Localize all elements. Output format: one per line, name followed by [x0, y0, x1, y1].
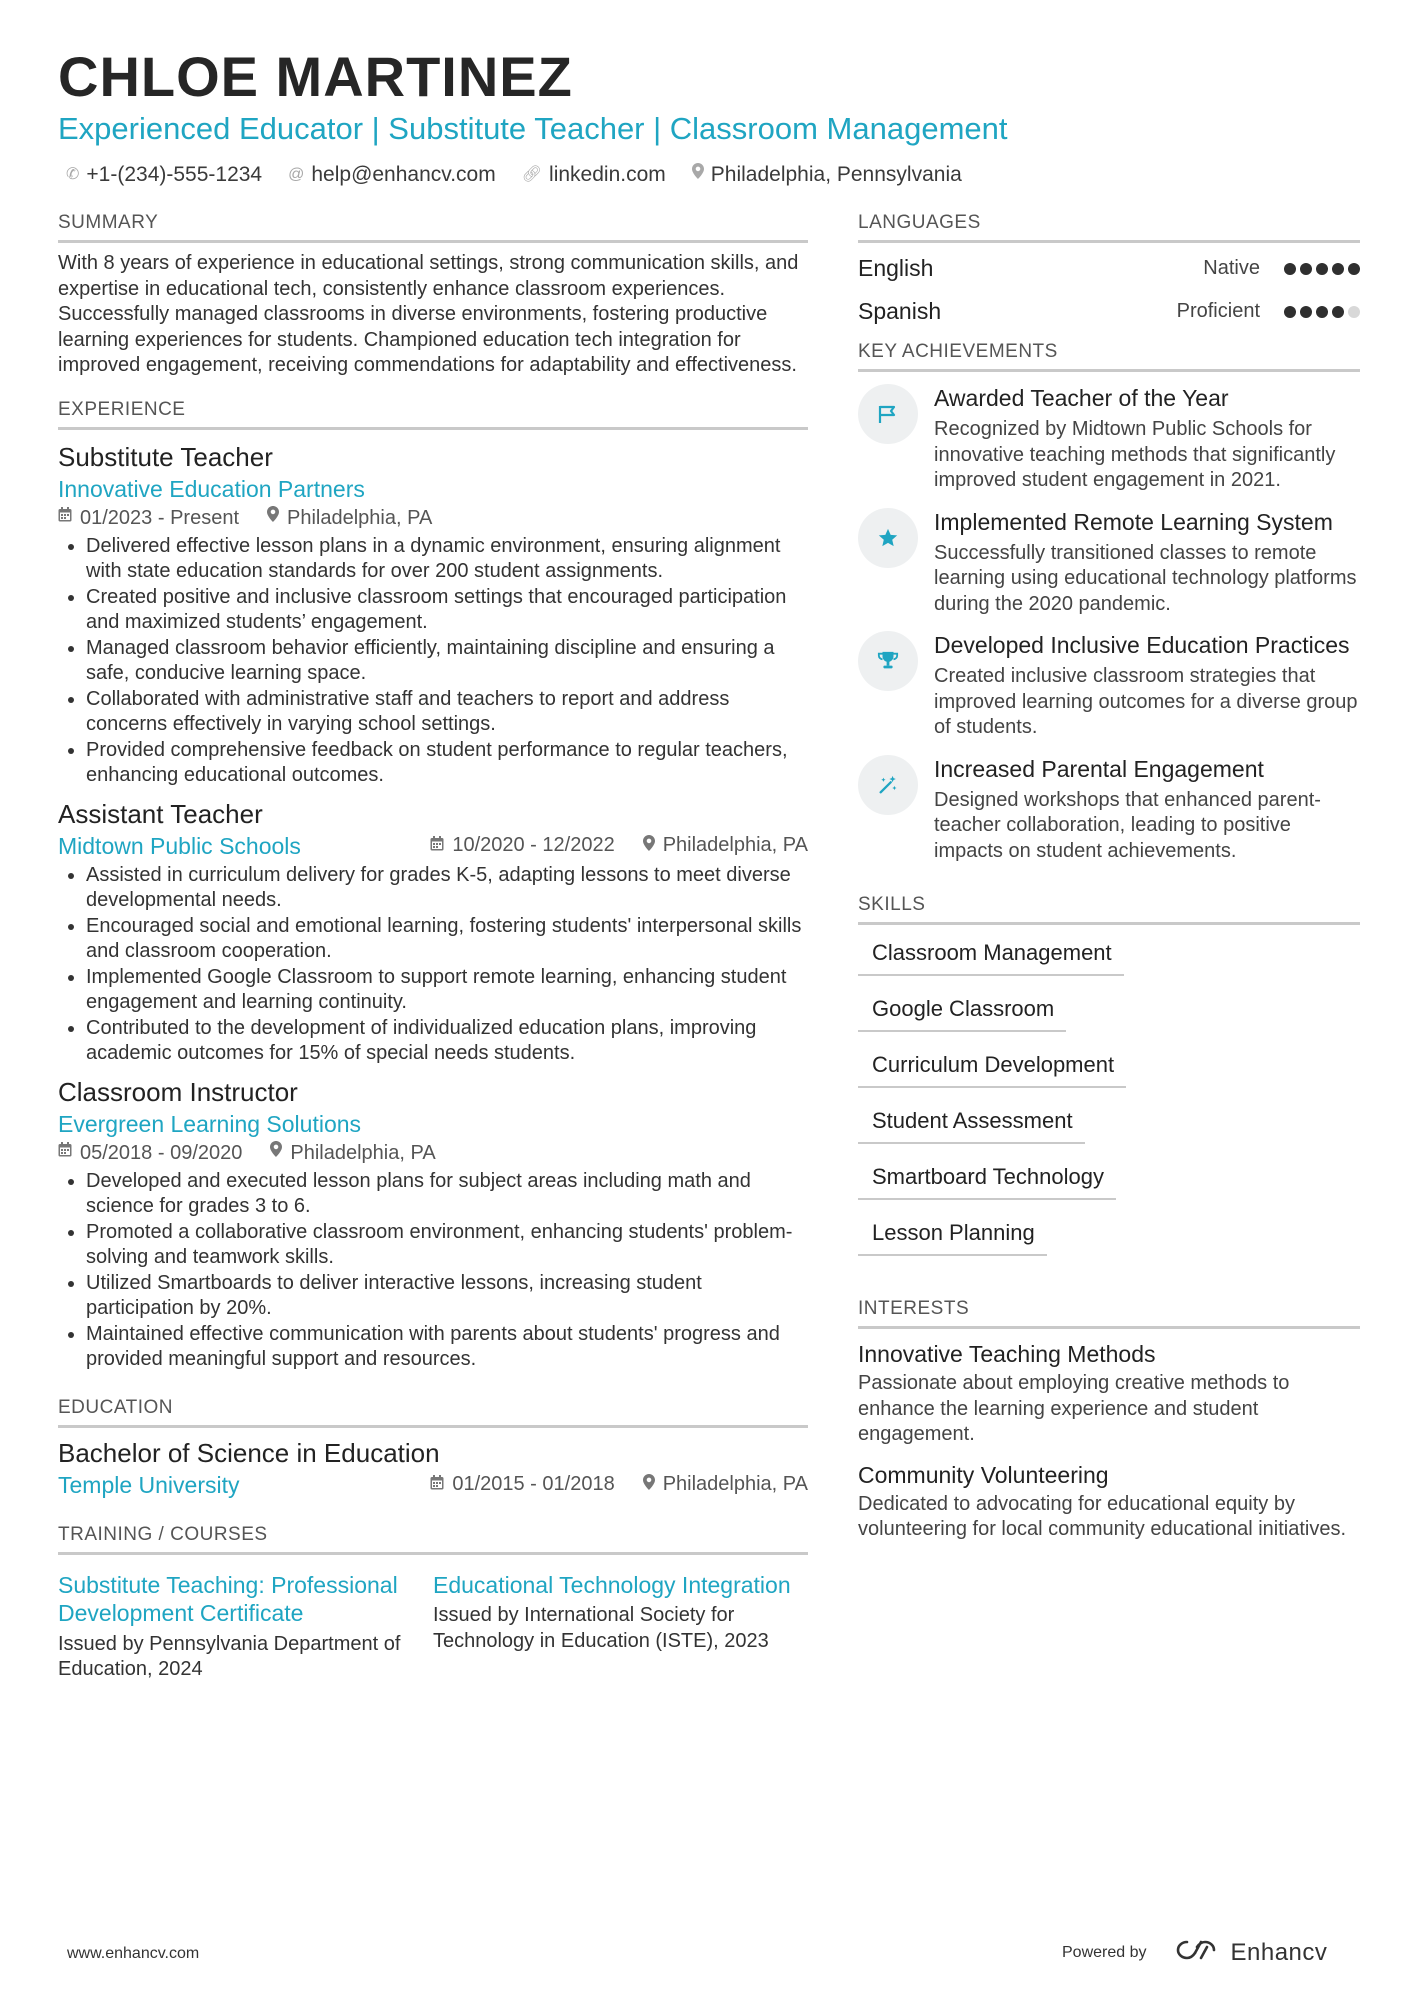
- language-item: [858, 290, 1360, 333]
- achievement-desc: Created inclusive classroom strategies that improved learning outcomes for a diverse group of students.: [934, 665, 1358, 738]
- contact-phone[interactable]: [66, 160, 262, 190]
- job-dates: [58, 504, 239, 532]
- contact-bar: [66, 160, 988, 190]
- language-name: English: [858, 255, 934, 281]
- job-meta: [58, 1139, 808, 1167]
- language-rating: [1280, 263, 1360, 275]
- experience-entry: [58, 1075, 808, 1373]
- brand-name: Enhancv: [1230, 1938, 1328, 1966]
- experience-entry: [58, 797, 808, 1067]
- skills-list: [858, 939, 1360, 1256]
- calendar-icon: [58, 1139, 72, 1167]
- job-bullets: [58, 863, 808, 1067]
- magic-wand-icon: [858, 755, 918, 815]
- skill-tag: Classroom Management: [858, 939, 1124, 976]
- skills-heading: SKILLS: [858, 892, 1360, 925]
- bullet-item: • Encouraged social and emotional learning, fostering students' interpersonal skills and classroom cooperation.: [86, 914, 808, 965]
- summary-text: With 8 years of experience in educational settings, strong communication skills, and expertise in educational tech, consistently enhance classroom experiences. Successfully managed classrooms in diverse environments, fostering productive learning experiences for students. Championed education tech integration for improved engagement, receiving commendations for adaptability and effectiveness.: [58, 252, 799, 376]
- rating-dot-filled: [1300, 263, 1312, 275]
- achievement-title: Increased Parental Engagement: [934, 755, 1264, 782]
- skill-tag: Lesson Planning: [858, 1219, 1047, 1256]
- education-heading: EDUCATION: [58, 1395, 808, 1428]
- job-location-text: Philadelphia, PA: [290, 1141, 436, 1164]
- achievements-heading: KEY ACHIEVEMENTS: [858, 339, 1360, 372]
- job-title: Substitute Teacher: [58, 441, 273, 472]
- job-bullets: [58, 534, 808, 789]
- job-meta: [58, 504, 808, 532]
- language-level: Proficient: [1176, 300, 1260, 322]
- skill-tag: Student Assessment: [858, 1107, 1085, 1144]
- languages-heading: LANGUAGES: [858, 210, 1360, 243]
- contact-linkedin[interactable]: [522, 160, 666, 190]
- bullet-item: • Developed and executed lesson plans for subject areas including math and science for grades 3 to 6.: [86, 1169, 808, 1220]
- rating-dot-filled: [1332, 263, 1344, 275]
- rating-dot-filled: [1316, 263, 1328, 275]
- interest-item: [858, 1339, 1360, 1448]
- phone-icon: ✆: [66, 166, 80, 183]
- job-dates: [430, 834, 614, 857]
- job-company: Evergreen Learning Solutions: [58, 1110, 362, 1137]
- left-column: [58, 210, 808, 1683]
- bullet-item: • Delivered effective lesson plans in a dynamic environment, ensuring alignment with state education standards for over 200 student assignments.: [86, 534, 808, 585]
- education-location-text: Philadelphia, PA: [662, 1473, 808, 1495]
- achievement-title: Implemented Remote Learning System: [934, 508, 1333, 535]
- job-dates: [58, 1139, 242, 1167]
- education-location: [643, 1473, 808, 1496]
- achievement-desc: Recognized by Midtown Public Schools for innovative teaching methods that significantly improved student engagement in 2021.: [934, 418, 1336, 491]
- location-pin-icon: [267, 504, 279, 532]
- skill-tag: Google Classroom: [858, 995, 1066, 1032]
- course-desc: Issued by Pennsylvania Department of Education, 2024: [58, 1632, 401, 1680]
- bullet-item: • Assisted in curriculum delivery for grades K-5, adapting lessons to meet diverse developmental needs.: [86, 863, 808, 914]
- school-name: Temple University: [58, 1471, 240, 1498]
- experience-heading: EXPERIENCE: [58, 397, 808, 430]
- job-title: Classroom Instructor: [58, 1076, 298, 1107]
- skill-tag: Smartboard Technology: [858, 1163, 1116, 1200]
- interest-title: Community Volunteering: [858, 1461, 1109, 1488]
- achievement-item: [858, 384, 1360, 494]
- right-column: [858, 210, 1360, 1543]
- interest-item: [858, 1460, 1360, 1543]
- contact-location: [692, 160, 962, 190]
- achievement-desc: Designed workshops that enhanced parent-teacher collaboration, leading to positive impacts on student achievements.: [934, 788, 1321, 862]
- course-desc: Issued by International Society for Technology in Education (ISTE), 2023: [433, 1604, 769, 1652]
- rating-dot-filled: [1300, 306, 1312, 318]
- candidate-name: CHLOE MARTINEZ: [58, 45, 573, 108]
- education-meta: [430, 1473, 808, 1496]
- rating-dot-filled: [1348, 263, 1360, 275]
- bullet-item: • Implemented Google Classroom to support remote learning, enhancing student engagement and learning continuity.: [86, 965, 808, 1016]
- calendar-icon: [58, 504, 72, 532]
- linkedin-text: linkedin.com: [549, 163, 666, 186]
- contact-email[interactable]: [288, 160, 496, 190]
- link-icon: 🔗︎: [521, 166, 543, 183]
- achievement-item: [858, 508, 1360, 618]
- phone-text: +1-(234)-555-1234: [86, 163, 263, 186]
- job-company: Innovative Education Partners: [58, 475, 365, 502]
- job-location: [270, 1139, 435, 1167]
- course-item: [58, 1571, 433, 1683]
- education-row: [58, 1470, 808, 1500]
- bullet-item: • Provided comprehensive feedback on student performance to regular teachers, enhancing educational outcomes.: [86, 738, 808, 789]
- flag-icon: [858, 384, 918, 444]
- language-name: Spanish: [858, 298, 942, 324]
- job-location: [643, 834, 808, 857]
- trophy-icon: [858, 631, 918, 691]
- job-meta: [430, 834, 808, 857]
- achievement-item: [858, 631, 1360, 741]
- job-location: [267, 504, 432, 532]
- location-pin-icon: [270, 1139, 282, 1167]
- email-text: help@enhancv.com: [311, 163, 496, 186]
- job-dates-text: 01/2023 - Present: [80, 506, 239, 529]
- achievement-body: [934, 755, 1360, 865]
- training-heading: TRAINING / COURSES: [58, 1522, 808, 1555]
- bullet-item: • Contributed to the development of individualized education plans, improving academic outcomes for 15% of special needs students.: [86, 1016, 808, 1067]
- interest-desc: Dedicated to advocating for educational equity by volunteering for local community educational initiatives.: [858, 1492, 1347, 1540]
- job-dates-text: 10/2020 - 12/2022: [452, 834, 615, 856]
- rating-dot-filled: [1332, 306, 1344, 318]
- location-pin-icon: [692, 160, 704, 190]
- job-company-row: [58, 831, 808, 861]
- footer-branding[interactable]: [1062, 1938, 1327, 1967]
- course-title: Substitute Teaching: Professional Development Certificate: [58, 1571, 398, 1626]
- calendar-icon: [430, 836, 444, 856]
- bullet-item: • Utilized Smartboards to deliver interactive lessons, increasing student participation by 20%.: [86, 1271, 808, 1322]
- rating-dot-filled: [1316, 306, 1328, 318]
- location-text: Philadelphia, Pennsylvania: [710, 163, 962, 186]
- bullet-item: • Promoted a collaborative classroom environment, enhancing students' problem-solving and teamwork skills.: [86, 1220, 808, 1271]
- course-item: [433, 1571, 808, 1683]
- job-bullets: [58, 1169, 808, 1373]
- bullet-item: • Maintained effective communication with parents about students' progress and provided meaningful support and resources.: [86, 1322, 808, 1373]
- tagline: Experienced Educator | Substitute Teacher | Classroom Management: [58, 111, 1008, 146]
- achievement-title: Awarded Teacher of the Year: [934, 385, 1229, 411]
- job-title: Assistant Teacher: [58, 798, 263, 829]
- location-pin-icon: [643, 835, 655, 856]
- calendar-icon: [430, 1475, 444, 1495]
- job-location-text: Philadelphia, PA: [662, 834, 808, 856]
- achievement-desc: Successfully transitioned classes to remote learning using educational technology platforms during the 2020 pandemic.: [934, 541, 1357, 615]
- rating-dot-empty: [1348, 306, 1360, 318]
- language-item: [858, 247, 1360, 290]
- language-rating: [1280, 306, 1360, 318]
- interests-heading: INTERESTS: [858, 1296, 1360, 1329]
- education-dates-text: 01/2015 - 01/2018: [452, 1473, 615, 1495]
- interest-desc: Passionate about employing creative methods to enhance the learning experience and student engagement.: [858, 1372, 1290, 1445]
- achievement-body: [934, 384, 1360, 494]
- bullet-item: • Managed classroom behavior efficiently, maintaining discipline and ensuring a safe, conducive learning space.: [86, 636, 808, 687]
- achievement-body: [934, 508, 1360, 618]
- enhancv-logo-icon: [1175, 1938, 1221, 1967]
- experience-entry: [58, 440, 808, 789]
- summary-heading: SUMMARY: [58, 210, 808, 243]
- achievement-title: Developed Inclusive Education Practices: [934, 632, 1350, 658]
- achievement-body: [934, 631, 1360, 741]
- at-icon: @: [288, 166, 305, 183]
- job-location-text: Philadelphia, PA: [287, 506, 433, 529]
- job-company: Midtown Public Schools: [58, 832, 301, 859]
- achievement-item: [858, 755, 1360, 865]
- courses-list: [58, 1571, 808, 1683]
- bullet-item: • Collaborated with administrative staff and teachers to report and address concerns effectively in varying school settings.: [86, 687, 808, 738]
- interest-title: Innovative Teaching Methods: [858, 1341, 1156, 1367]
- location-pin-icon: [643, 1474, 655, 1495]
- skill-tag: Curriculum Development: [858, 1051, 1126, 1088]
- education-dates: [430, 1473, 614, 1496]
- star-icon: [858, 508, 918, 568]
- rating-dot-filled: [1284, 263, 1296, 275]
- job-dates-text: 05/2018 - 09/2020: [80, 1141, 243, 1164]
- rating-dot-filled: [1284, 306, 1296, 318]
- degree-title: Bachelor of Science in Education: [58, 1437, 440, 1468]
- course-title: Educational Technology Integration: [433, 1571, 791, 1598]
- languages-list: [858, 247, 1360, 333]
- bullet-item: • Created positive and inclusive classroom settings that encouraged participation and maximized students’ engagement.: [86, 585, 808, 636]
- powered-by-text: Powered by: [1062, 1943, 1147, 1961]
- language-level: Native: [1203, 257, 1260, 279]
- footer-website[interactable]: www.enhancv.com: [67, 1945, 200, 1962]
